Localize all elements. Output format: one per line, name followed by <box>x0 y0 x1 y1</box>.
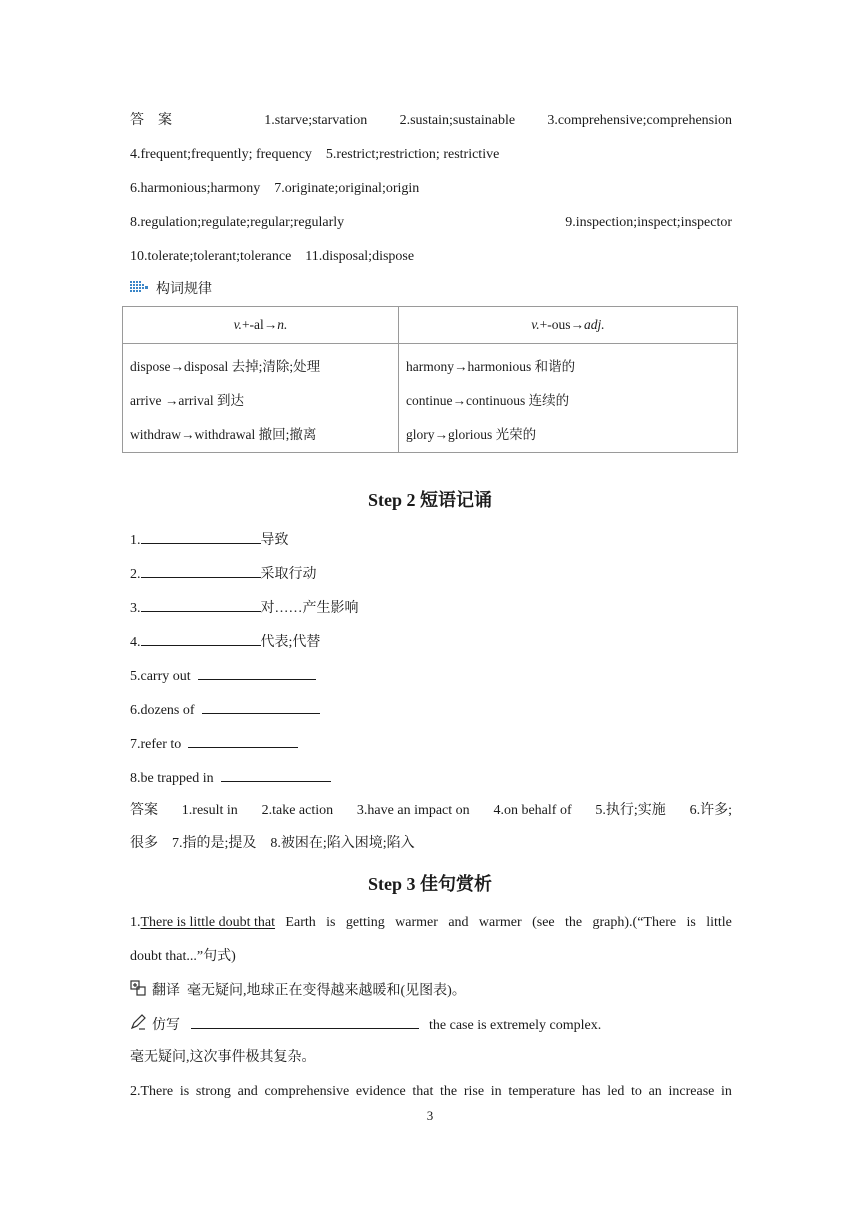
table-header-al: v.+-al→n. <box>123 307 399 344</box>
phrase-item-5: 5.carry out <box>130 665 732 687</box>
dotted-arrow-icon <box>130 280 150 300</box>
answer-item: 1.starve;starvation <box>264 113 368 128</box>
translate-text: 毫无疑问,地球正在变得越来越暖和(见图表)。 <box>187 983 466 999</box>
step3-heading: Step 3 佳句赏析 <box>367 874 492 894</box>
sentence-2-line-1: 2.There is strong and comprehensive evidence that the rise in temperature has led to an increase in <box>130 1084 732 1099</box>
answer-item: 6.许多; <box>689 803 732 818</box>
list-item: dispose→disposal 去掉;清除;处理 <box>130 359 321 374</box>
word-formation-title-row <box>130 280 732 300</box>
imitate-row <box>130 1014 732 1037</box>
step2-heading: Step 2 短语记诵 <box>367 490 492 510</box>
sentence-1-start: 1.There is little doubt that <box>130 915 276 930</box>
answer-item: 8.regulation;regulate;regular;regularly <box>130 215 345 230</box>
blank-line <box>191 1014 419 1029</box>
answers-line-3: 6.harmonious;harmony 7.originate;original;origin <box>130 181 420 196</box>
translate-row <box>130 980 732 1003</box>
answer-item: 2.sustain;sustainable <box>399 113 516 128</box>
imitate-chinese: 毫无疑问,这次事件极其复杂。 <box>130 1050 316 1065</box>
answer-item: 3.comprehensive;comprehension <box>547 113 732 128</box>
phrase-item-3: 3. 对……产生影响 <box>130 597 732 619</box>
blank-line <box>141 563 261 578</box>
answer-item: 1.result in <box>181 803 238 818</box>
answer-item: 4.on behalf of <box>493 803 572 818</box>
answer-item: 3.have an impact on <box>356 803 470 818</box>
phrase-item-8: 8.be trapped in <box>130 767 732 789</box>
page-number: 3 <box>426 1108 434 1123</box>
blank-line <box>141 597 261 612</box>
phrase-item-2: 2. 采取行动 <box>130 563 732 585</box>
sentence-pattern-underlined: There is little doubt that <box>140 915 276 930</box>
blank-line <box>221 767 331 782</box>
phrase-item-6: 6.dozens of <box>130 699 732 721</box>
list-item: harmony→harmonious 和谐的 <box>406 359 576 374</box>
answers-line-5: 10.tolerate;tolerant;tolerance 11.disposal;dispose <box>130 249 415 264</box>
blank-line <box>188 733 298 748</box>
blank-line <box>198 665 316 680</box>
word-formation-table <box>122 306 738 453</box>
phrase-item-7: 7.refer to <box>130 733 732 755</box>
phrase-item-1: 1. 导致 <box>130 529 732 551</box>
answers-label: 答 案 <box>130 113 172 128</box>
answers-line-1 <box>130 111 732 131</box>
list-item: continue→continuous 连续的 <box>406 393 570 408</box>
translate-label: 翻译 <box>152 983 180 999</box>
answers-line-2: 4.frequent;frequently; frequency 5.restrict;restriction; restrictive <box>130 147 500 162</box>
list-item: arrive →arrival 到达 <box>130 393 244 408</box>
answers-line-4 <box>130 213 732 233</box>
translate-icon <box>130 980 146 1003</box>
imitate-label: 仿写 <box>152 1018 180 1033</box>
word-formation-title: 构词规律 <box>156 282 212 298</box>
table-header-ous: v.+-ous→adj. <box>399 307 738 344</box>
table-cell-al-examples <box>123 344 399 453</box>
step2-answers-line-1 <box>130 801 732 821</box>
step2-answers-line-2: 很多 7.指的是;提及 8.被困在;陷入困境;陷入 <box>130 836 415 851</box>
blank-line <box>141 529 261 544</box>
pen-icon <box>130 1014 146 1037</box>
table-cell-ous-examples <box>399 344 738 453</box>
blank-line <box>141 631 261 646</box>
phrase-item-4: 4. 代表;代替 <box>130 631 732 653</box>
imitate-text: the case is extremely complex. <box>429 1018 602 1033</box>
answer-item: 9.inspection;inspect;inspector <box>565 215 732 230</box>
blank-line <box>202 699 320 714</box>
sentence-1-line-2: doubt that...”句式) <box>130 949 236 964</box>
list-item: glory→glorious 光荣的 <box>406 427 537 442</box>
answer-item: 2.take action <box>261 803 334 818</box>
answers-label: 答案 <box>130 803 158 818</box>
sentence-1-line-1: 1.There is little doubt that Earth is getting warmer and warmer (see the graph).(“There is little <box>130 913 732 933</box>
answer-item: 5.执行;实施 <box>595 803 666 818</box>
list-item: withdraw→withdrawal 撤回;撤离 <box>130 427 317 442</box>
